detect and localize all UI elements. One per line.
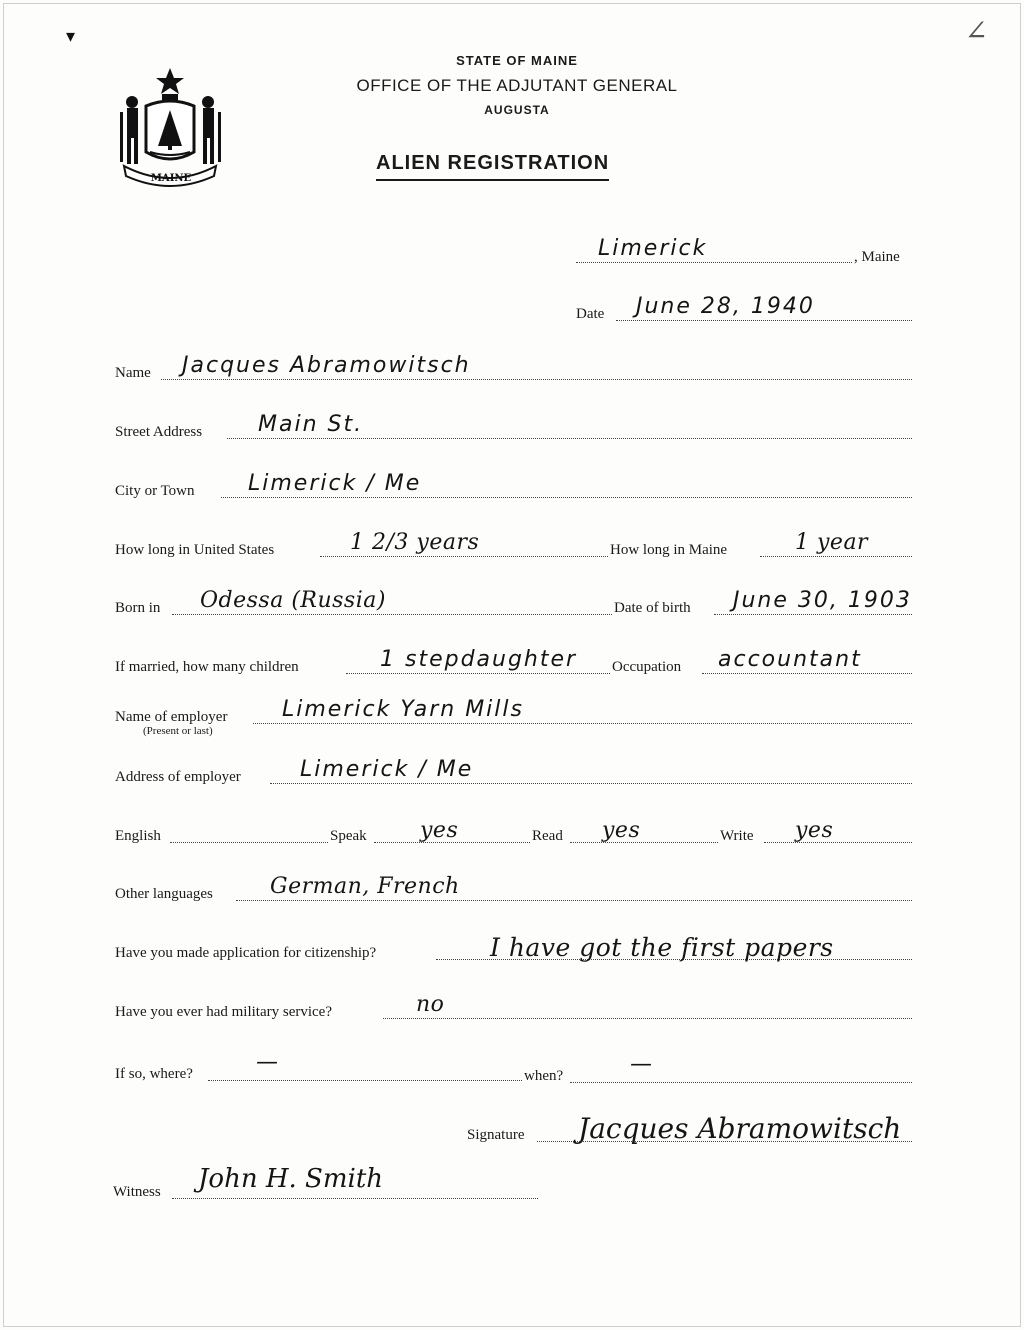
occupation-label: Occupation (612, 659, 682, 675)
children-line (346, 673, 610, 674)
languages-label: Other languages (115, 886, 213, 902)
employer-address-label: Address of employer (115, 769, 241, 785)
military-value: no (416, 992, 445, 1017)
born-label: Born in (115, 600, 161, 616)
name-value: Jacques Abramowitsch (182, 353, 471, 378)
languages-line (236, 900, 912, 901)
occupation-line (702, 673, 912, 674)
street-value: Main St. (258, 412, 364, 437)
employer-address-line (270, 783, 912, 784)
dob-value: June 30, 1903 (733, 588, 912, 613)
name-label: Name (115, 365, 151, 381)
children-label: If married, how many children (115, 659, 299, 675)
speak-value: yes (420, 818, 459, 843)
date-line (616, 320, 912, 321)
citizenship-value: I have got the first papers (490, 933, 834, 962)
street-line (227, 438, 912, 439)
name-line (161, 379, 912, 380)
write-value: yes (795, 818, 834, 843)
read-label: Read (532, 828, 563, 844)
military-label: Have you ever had military service? (115, 1004, 332, 1020)
witness-signature: John H. Smith (198, 1164, 384, 1194)
employer-value: Limerick Yarn Mills (282, 697, 524, 722)
write-label: Write (720, 828, 754, 844)
when-line (570, 1082, 912, 1083)
when-label: when? (524, 1068, 564, 1084)
street-label: Street Address (115, 424, 203, 440)
occupation-value: accountant (718, 647, 862, 672)
dob-label: Date of birth (614, 600, 691, 616)
citizenship-label: Have you made application for citizenship? (115, 945, 377, 961)
speak-label: Speak (330, 828, 367, 844)
page-title: ALIEN REGISTRATION (376, 152, 609, 181)
write-line (764, 842, 912, 843)
employer-address-value: Limerick / Me (300, 757, 474, 782)
employer-sublabel: (Present or last) (143, 725, 213, 737)
header-city: AUGUSTA (484, 103, 550, 117)
us-label: How long in United States (115, 542, 275, 558)
read-value: yes (602, 818, 641, 843)
city-value: Limerick / Me (248, 471, 422, 496)
maine-value: 1 year (795, 530, 869, 555)
place-value: Limerick (598, 236, 708, 261)
signature-value: Jacques Abramowitsch (578, 1112, 902, 1145)
svg-text:MAINE: MAINE (150, 173, 192, 184)
us-line (320, 556, 608, 557)
born-line (172, 614, 612, 615)
signature-label: Signature (467, 1127, 525, 1143)
header-office: OFFICE OF THE ADJUTANT GENERAL (356, 76, 678, 95)
header-state: STATE OF MAINE (456, 53, 578, 68)
city-label: City or Town (115, 483, 195, 499)
date-value: June 28, 1940 (636, 294, 815, 319)
languages-value: German, French (270, 874, 460, 899)
city-line (221, 497, 912, 498)
employer-line (253, 723, 912, 724)
witness-line (172, 1198, 538, 1199)
english-label: English (115, 828, 161, 844)
place-line (576, 262, 852, 263)
dob-line (714, 614, 912, 615)
corner-mark: ▾ (66, 26, 76, 47)
where-line (208, 1080, 522, 1081)
where-label: If so, where? (115, 1066, 193, 1082)
maine-label: How long in Maine (610, 542, 728, 558)
when-value: — (630, 1052, 654, 1077)
place-suffix: , Maine (854, 249, 900, 265)
born-value: Odessa (Russia) (200, 588, 386, 613)
us-value: 1 2/3 years (350, 530, 480, 555)
military-line (383, 1018, 912, 1019)
witness-label: Witness (113, 1184, 161, 1200)
maine-line (760, 556, 912, 557)
date-label: Date (576, 306, 605, 322)
children-value: 1 stepdaughter (380, 647, 578, 672)
corner-pen-mark: ∠ (964, 14, 988, 47)
english-line (170, 842, 328, 843)
read-line (570, 842, 718, 843)
where-value: — (256, 1050, 280, 1075)
employer-label: Name of employer (115, 709, 228, 725)
